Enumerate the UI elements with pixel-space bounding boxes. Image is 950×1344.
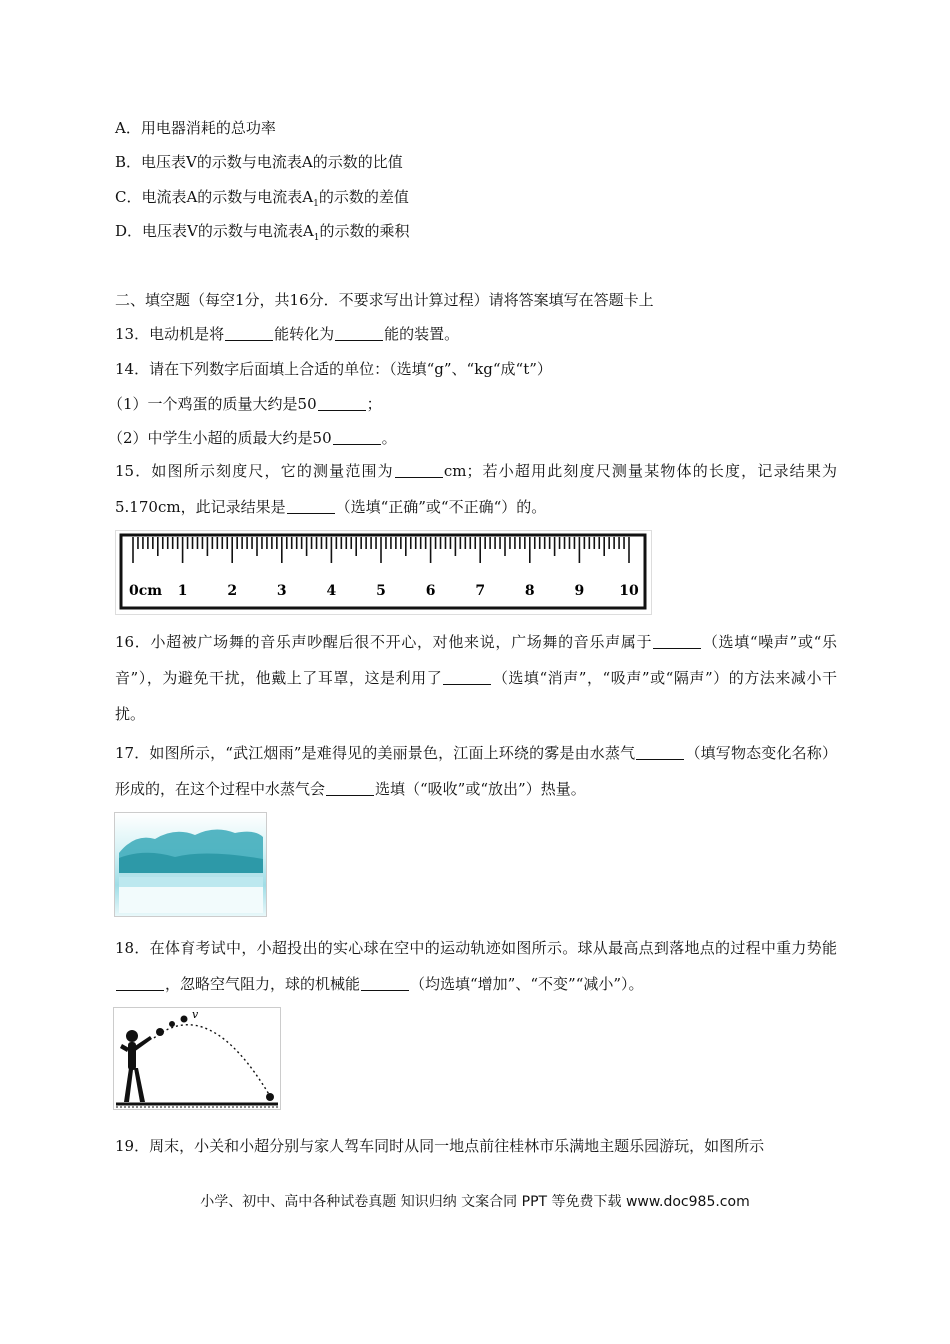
ruler-number-label: 4 <box>326 583 337 599</box>
ruler-drawing <box>116 531 651 614</box>
question-13: 13．电动机是将 能转化为 能的装置。 <box>115 325 460 343</box>
answer-blank[interactable] <box>361 976 409 991</box>
ruler-unit-label: 0cm <box>129 583 163 599</box>
answer-blank[interactable] <box>335 326 383 341</box>
ball-icon <box>156 1028 164 1036</box>
question-14-part-2: （2）中学生小超的质最大约是50 。 <box>108 429 397 447</box>
answer-blank[interactable] <box>318 396 366 411</box>
option-a: A．用电器消耗的总功率 <box>115 119 276 137</box>
answer-blank[interactable] <box>636 745 684 760</box>
ruler-number-label: 1 <box>177 583 188 599</box>
shot-put-figure <box>113 1007 281 1110</box>
option-c: C．电流表A的示数与电流表$A_1$的示数的差值 <box>115 188 409 209</box>
answer-blank[interactable] <box>653 634 701 649</box>
answer-blank[interactable] <box>333 430 381 445</box>
ruler-figure <box>115 530 652 615</box>
question-14-stem: 14．请在下列数字后面填上合适的单位：（选填“g”、“kg“成“t”） <box>115 360 552 378</box>
ruler-number-label: 8 <box>524 583 535 599</box>
question-17: 17．如图所示，“武江烟雨”是难得见的美丽景色，江面上环绕的雾是由水蒸气 （填写物态变化名称）形成的，在这个过程中水蒸气会 选填（“吸收”或“放出”）热量。 <box>115 744 837 798</box>
question-14-part-1: （1）一个鸡蛋的质量大约是50 ； <box>108 395 382 413</box>
answer-blank[interactable] <box>116 976 164 991</box>
question-18: 18．在体育考试中，小超投出的实心球在空中的运动轨迹如图所示。球从最高点到落地点的过程中重力势能，忽略空气阻力，球的机械能 （均选填“增加”、“不变”“减小”）。 <box>115 939 837 993</box>
answer-blank[interactable] <box>443 670 491 685</box>
ruler-number-label: 3 <box>276 583 287 599</box>
answer-blank[interactable] <box>395 463 443 478</box>
fog-landscape-image <box>115 813 266 916</box>
option-d: D．电压表Ⅴ的示数与电流表$A_1$的示数的乘积 <box>115 222 410 243</box>
ruler-number-label: 6 <box>425 583 436 599</box>
ruler-number-label: 2 <box>227 583 238 599</box>
ruler-number-label: 10 <box>619 583 639 599</box>
answer-blank[interactable] <box>287 499 335 514</box>
section-heading: 二、填空题（每空1分，共16分．不要求写出计算过程）请将答案填写在答题卡上 <box>115 291 654 309</box>
question-15: 15．如图所示刻度尺，它的测量范围为 cm；若小超用此刻度尺测量某物体的长度，记录结果为5.170cm，此记录结果是 （选填“正确”或“不正确“）的。 <box>115 462 837 516</box>
ruler-number-label: 5 <box>376 583 386 599</box>
answer-blank[interactable] <box>225 326 273 341</box>
velocity-label: v <box>192 1008 199 1021</box>
footer-text: 小学、初中、高中各种试卷真题 知识归纳 文案合同 PPT 等免费下载 www.doc985.com <box>200 1194 750 1210</box>
ruler-number-label: 7 <box>475 583 486 599</box>
athlete-icon <box>120 1030 152 1102</box>
trajectory-path <box>154 1025 270 1096</box>
question-19: 19．周末，小关和小超分别与家人驾车同时从同一地点前往桂林市乐满地主题乐园游玩，如图所示 <box>115 1137 765 1155</box>
misty-river-photo <box>114 812 267 917</box>
ruler-number-label: 9 <box>574 583 585 599</box>
projectile-trajectory-drawing <box>114 1008 280 1109</box>
answer-blank[interactable] <box>326 781 374 796</box>
question-16: 16．小超被广场舞的音乐声吵醒后很不开心，对他来说，广场舞的音乐声属于 （选填“噪声”或“乐音”），为避免干扰，他戴上了耳罩，这是利用了 （选填“消声”，“吸声”或“隔声”）的方法来减小干扰。 <box>115 633 838 723</box>
option-b: B．电压表Ⅴ的示数与电流表A的示数的比值 <box>115 153 403 171</box>
